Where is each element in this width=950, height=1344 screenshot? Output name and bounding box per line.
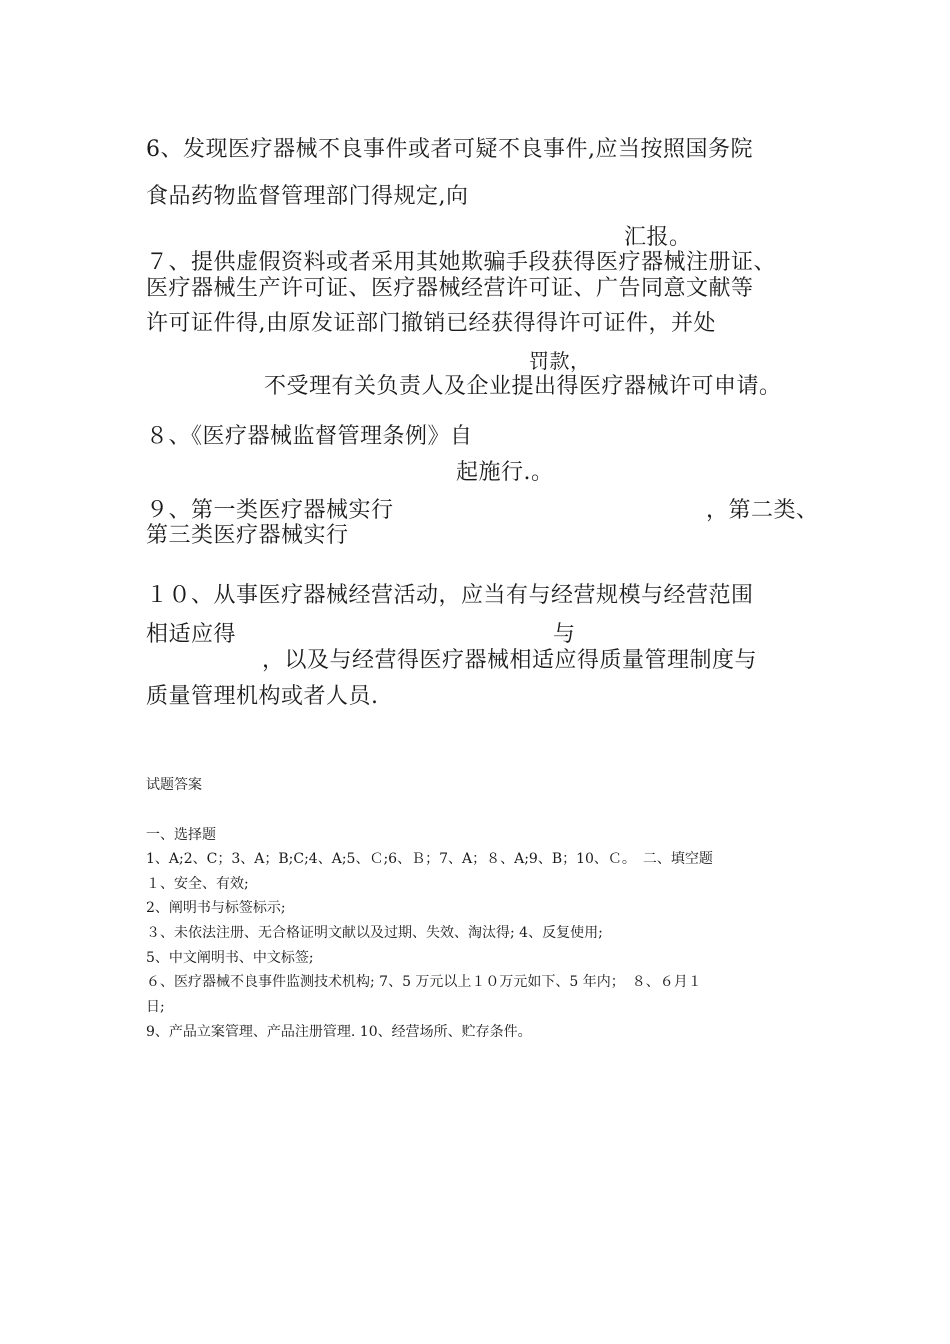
q7-line5: 不受理有关负责人及企业提出得医疗器械许可申请。	[264, 374, 782, 399]
q6-line1: 6、发现医疗器械不良事件或者可疑不良事件,应当按照国务院	[146, 137, 753, 162]
q7-line1: ７、提供虚假资料或者采用其她欺骗手段获得医疗器械注册证、	[146, 250, 777, 275]
q7-line4: 罚款，	[529, 349, 591, 373]
answers-fill-line-4: 5、中文阐明书、中文标签;	[146, 950, 314, 966]
q9-line2: 第三类医疗器械实行	[146, 523, 349, 548]
q10-line4: 质量管理机构或者人员.	[146, 684, 379, 709]
answers-fill-line-1: １、安全、有效;	[146, 876, 249, 892]
answers-choice-line: 1、A;2、C；3、A；B;C;4、A;5、Ｃ;6、Ｂ；7、A；８、A;9、B；10、Ｃ。 二、填空题	[146, 851, 713, 867]
answers-fill-line-5: ６、医疗器械不良事件监测技术机构; 7、5 万元以上１０万元如下、5 年内； ８、６月１	[146, 974, 702, 990]
q6-line3: 汇报。	[624, 225, 692, 250]
q8-line2: 起施行.。	[456, 460, 554, 485]
q7-line3: 许可证件得,由原发证部门撤销已经获得得许可证件，并处	[146, 311, 716, 336]
q10-line3: ，以及与经营得医疗器械相适应得质量管理制度与	[262, 648, 758, 673]
answers-fill-line-7: 9、产品立案管理、产品注册管理. 10、经营场所、贮存条件。	[146, 1024, 532, 1040]
answers-fill-line-3: ３、未依法注册、无合格证明文献以及过期、失效、淘汰得; 4、反复使用;	[146, 925, 603, 941]
answers-section1-title: 一、选择题	[146, 827, 216, 843]
q9-line1-left: ９、第一类医疗器械实行	[146, 498, 394, 523]
q10-line2-right: 与	[553, 622, 576, 647]
q8-line1: ８、《医疗器械监督管理条例》自	[146, 424, 473, 449]
q10-line2-left: 相适应得	[146, 622, 237, 647]
q6-line2: 食品药物监督管理部门得规定,向	[146, 184, 469, 209]
q7-line2: 医疗器械生产许可证、医疗器械经营许可证、广告同意文献等	[146, 276, 754, 301]
q9-line1-right: ，第二类、	[706, 498, 819, 523]
answers-fill-line-6: 日;	[146, 999, 165, 1015]
answers-fill-line-2: 2、阐明书与标签标示;	[146, 900, 286, 916]
answers-heading: 试题答案	[146, 777, 202, 793]
q10-line1: １０、从事医疗器械经营活动，应当有与经营规模与经营范围	[146, 583, 754, 608]
